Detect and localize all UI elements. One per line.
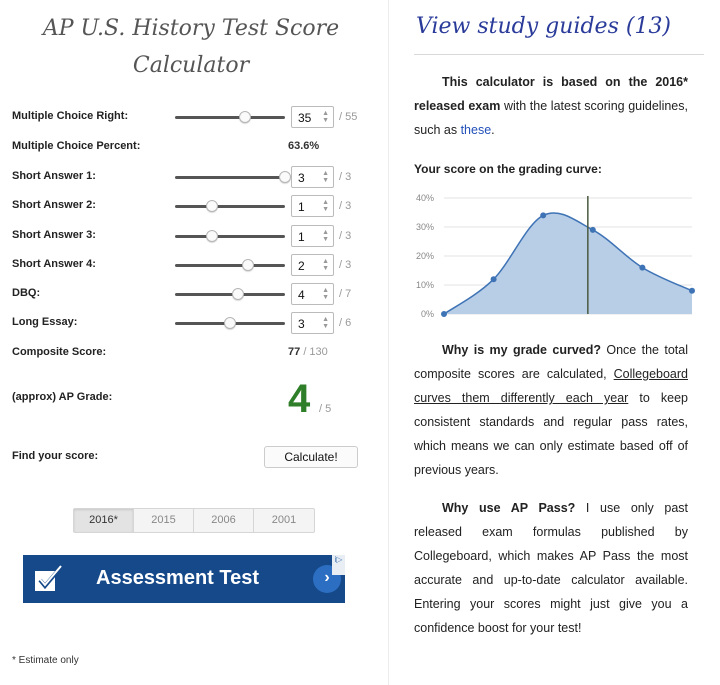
intro-paragraph [414, 70, 688, 142]
slider-thumb[interactable] [206, 200, 218, 212]
mc-right-value: 35 [298, 111, 312, 125]
short-answer-1-max: / 3 [339, 171, 352, 183]
data-point [590, 227, 596, 233]
curve-title: Your score on the grading curve: [414, 162, 602, 176]
year-tab-2006[interactable]: 2006 [194, 509, 254, 532]
slider-thumb[interactable] [232, 288, 244, 300]
data-point [689, 288, 695, 294]
dbq-row [12, 283, 372, 307]
year-tab-2016[interactable]: 2016* [74, 509, 134, 532]
short-answer-1-value: 3 [298, 171, 305, 185]
curves-link[interactable]: Collegeboard curves them differently each year [414, 367, 688, 405]
long-essay-value: 3 [298, 317, 305, 331]
why-use-paragraph [414, 496, 688, 640]
short-answer-3-slider[interactable] [175, 235, 285, 238]
why-curved-bold: Why is my grade curved? [442, 343, 602, 357]
chevron-right-icon[interactable]: › [313, 565, 341, 593]
mc-right-slider[interactable] [175, 116, 285, 119]
dbq-label: DBQ: [12, 287, 41, 299]
long-essay-label: Long Essay: [12, 316, 78, 328]
these-link[interactable]: these [460, 123, 492, 137]
short-answer-2-input[interactable] [291, 195, 334, 217]
short-answer-2-row [12, 195, 372, 219]
y-tick-label: 0% [420, 309, 434, 319]
spinner-icon[interactable]: ▲ ▼ [322, 229, 329, 243]
short-answer-3-value: 1 [298, 230, 305, 244]
data-point [491, 276, 497, 282]
y-tick-label: 10% [415, 280, 434, 290]
grade-value: 4 [288, 377, 311, 421]
why-curved-text-1: Once the total composite scores are calculated, [414, 343, 688, 381]
mc-right-row [12, 106, 372, 130]
short-answer-3-max: / 3 [339, 230, 352, 242]
calculator-title: AP U.S. History Test Score Calculator [42, 16, 340, 78]
mc-percent-label: Multiple Choice Percent: [12, 140, 141, 152]
curve-area [444, 213, 692, 314]
short-answer-4-max: / 3 [339, 259, 352, 271]
ad-banner[interactable] [23, 555, 345, 603]
ad-text: Assessment Test [96, 567, 260, 589]
data-point [441, 311, 447, 317]
dbq-slider[interactable] [175, 293, 285, 296]
ad-info-icon[interactable]: i▷ [332, 555, 345, 575]
spinner-icon[interactable]: ▲ ▼ [322, 110, 329, 124]
y-tick-label: 20% [415, 251, 434, 261]
spinner-icon[interactable]: ▲ ▼ [322, 287, 329, 301]
year-tab-2015[interactable]: 2015 [134, 509, 194, 532]
long-essay-slider[interactable] [175, 322, 285, 325]
year-tabs [73, 508, 315, 533]
grade-max: / 5 [319, 403, 332, 415]
slider-thumb[interactable] [206, 230, 218, 242]
grading-curve-chart [404, 186, 704, 326]
grade-row [12, 377, 372, 421]
why-curved-paragraph [414, 338, 688, 482]
mc-percent-value: 63.6% [288, 140, 320, 152]
intro-bold: This calculator is based on the 2016* released exam [414, 75, 688, 113]
info-panel [400, 0, 720, 685]
long-essay-input[interactable] [291, 312, 334, 334]
spinner-icon[interactable]: ▲ ▼ [322, 170, 329, 184]
short-answer-4-label: Short Answer 4: [12, 258, 96, 270]
short-answer-2-label: Short Answer 2: [12, 199, 96, 211]
why-use-bold: Why use AP Pass? [442, 501, 576, 515]
short-answer-4-slider[interactable] [175, 264, 285, 267]
checkbox-icon [33, 565, 63, 593]
long-essay-row [12, 312, 372, 336]
footnote: * Estimate only [12, 655, 79, 666]
dbq-input[interactable] [291, 283, 334, 305]
short-answer-3-input[interactable] [291, 225, 334, 247]
spinner-icon[interactable]: ▲ ▼ [322, 316, 329, 330]
slider-thumb[interactable] [242, 259, 254, 271]
intro-text: with the latest scoring guidelines, such as [414, 99, 688, 137]
short-answer-1-input[interactable] [291, 166, 334, 188]
divider [414, 54, 704, 55]
slider-thumb[interactable] [239, 111, 251, 123]
mc-right-input[interactable] [291, 106, 334, 128]
calculate-button[interactable]: Calculate! [264, 446, 358, 468]
why-use-text: I use only past released exam formulas published by Collegeboard, which makes AP Pass the most accurate and up-to-date calculator available. Entering your scores might just give you a confidence boost for your test! [414, 501, 688, 635]
short-answer-4-value: 2 [298, 259, 305, 273]
data-point [639, 265, 645, 271]
grade-label: (approx) AP Grade: [12, 391, 113, 403]
mc-percent-row [12, 136, 372, 160]
data-point [540, 212, 546, 218]
slider-thumb[interactable] [279, 171, 291, 183]
short-answer-1-row [12, 166, 372, 190]
composite-score [288, 346, 328, 358]
spinner-icon[interactable]: ▲ ▼ [322, 199, 329, 213]
composite-label: Composite Score: [12, 346, 107, 358]
composite-value: 77 [288, 346, 301, 358]
composite-row [12, 342, 372, 366]
mc-right-label: Multiple Choice Right: [12, 110, 129, 122]
short-answer-1-label: Short Answer 1: [12, 170, 96, 182]
dbq-value: 4 [298, 288, 305, 302]
find-score-label: Find your score: [12, 450, 99, 462]
short-answer-3-row [12, 225, 372, 249]
year-tab-2001[interactable]: 2001 [271, 514, 297, 526]
mc-right-max: / 55 [339, 111, 358, 123]
composite-max: / 130 [303, 346, 328, 358]
find-score-row [12, 446, 372, 470]
why-curved-text-2: to keep consistent standards and regular pass rates, which means we can only estimate based off of previous years. [414, 391, 688, 477]
short-answer-2-max: / 3 [339, 200, 352, 212]
y-tick-label: 40% [415, 193, 434, 203]
intro-end: . [491, 123, 495, 137]
dbq-max: / 7 [339, 288, 352, 300]
study-guides-link[interactable]: View study guides (13) [416, 14, 672, 39]
long-essay-max: / 6 [339, 317, 352, 329]
short-answer-2-slider[interactable] [175, 205, 285, 208]
short-answer-4-input[interactable] [291, 254, 334, 276]
short-answer-1-slider[interactable] [175, 176, 285, 179]
short-answer-2-value: 1 [298, 200, 305, 214]
short-answer-4-row [12, 254, 372, 278]
spinner-icon[interactable]: ▲ ▼ [322, 258, 329, 272]
y-tick-label: 30% [415, 222, 434, 232]
panel-divider [388, 0, 389, 685]
slider-thumb[interactable] [224, 317, 236, 329]
short-answer-3-label: Short Answer 3: [12, 229, 96, 241]
